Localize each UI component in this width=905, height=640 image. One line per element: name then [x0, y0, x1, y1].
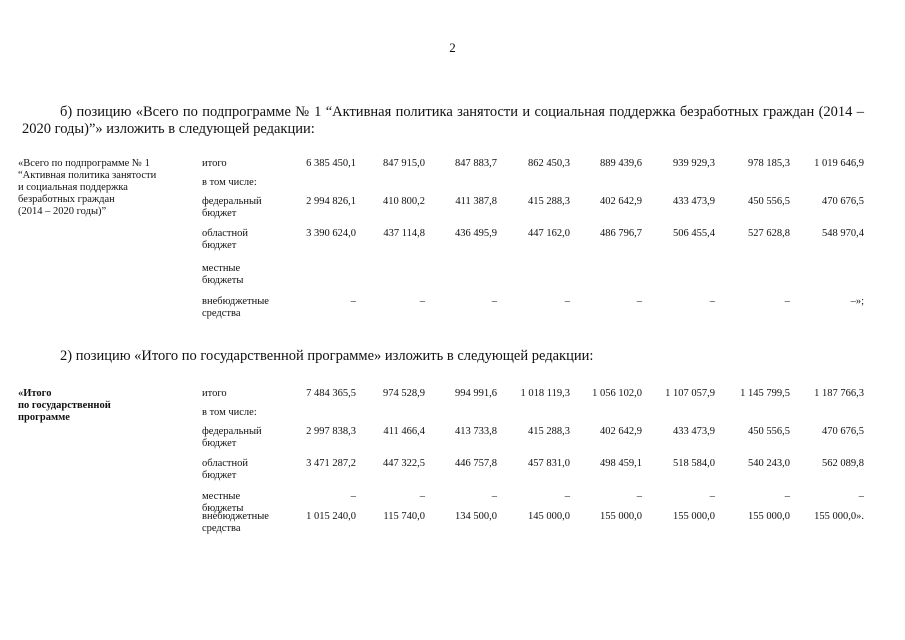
row-label [202, 228, 280, 252]
description-line: безработных граждан [18, 194, 115, 205]
table-cell: 450 556,5 [748, 426, 790, 437]
table-cell: 889 439,6 [600, 158, 642, 169]
table-cell: 433 473,9 [673, 426, 715, 437]
description-line: программе [18, 412, 70, 423]
table-cell: 1 015 240,0 [306, 511, 356, 522]
table-cell: 527 628,8 [748, 228, 790, 239]
table-cell: 498 459,1 [600, 458, 642, 469]
table-cell: 1 107 057,9 [665, 388, 715, 399]
table-cell: 1 018 119,3 [520, 388, 570, 399]
row-label [202, 263, 280, 287]
table-cell: 486 796,7 [600, 228, 642, 239]
table-cell: – [564, 491, 570, 502]
table-cell: 506 455,4 [673, 228, 715, 239]
row-label-line: бюджет [202, 240, 237, 251]
table-cell: 2 997 838,3 [306, 426, 356, 437]
table-cell: 1 056 102,0 [592, 388, 642, 399]
table-cell: 115 740,0 [383, 511, 425, 522]
row-label-line: средства [202, 308, 241, 319]
table-cell: 562 089,8 [822, 458, 864, 469]
row-label [202, 458, 280, 482]
description-line: (2014 – 2020 годы)” [18, 206, 107, 217]
row-label-line: средства [202, 523, 241, 534]
table-cell: 457 831,0 [528, 458, 570, 469]
description-line: «Итого [18, 388, 52, 399]
table-cell: 155 000,0 [600, 511, 642, 522]
table-cell: 1 145 799,5 [740, 388, 790, 399]
row-label-line: бюджет [202, 438, 237, 449]
table-cell: 402 642,9 [600, 196, 642, 207]
table-cell: 436 495,9 [455, 228, 497, 239]
table-description [18, 158, 188, 218]
table-cell: 847 915,0 [383, 158, 425, 169]
table-cell: 994 991,6 [455, 388, 497, 399]
table-cell: 3 471 287,2 [306, 458, 356, 469]
description-line: и социальная поддержка [18, 182, 128, 193]
row-label-line: в том числе: [202, 177, 257, 188]
table-cell: 415 288,3 [528, 426, 570, 437]
description-line: “Активная политика занятости [18, 170, 157, 181]
row-label [202, 388, 280, 400]
table-cell: – [784, 491, 790, 502]
table-cell: 847 883,7 [455, 158, 497, 169]
row-label-line: внебюджетные [202, 511, 269, 522]
row-label [202, 407, 280, 419]
row-label-line: итого [202, 158, 227, 169]
table-cell: 410 800,2 [383, 196, 425, 207]
table-cell: 413 733,8 [455, 426, 497, 437]
row-label [202, 177, 280, 189]
table-cell: 402 642,9 [600, 426, 642, 437]
table-cell: 437 114,8 [383, 228, 425, 239]
table-cell: – [636, 491, 642, 502]
row-label [202, 196, 280, 220]
table-cell: 411 387,8 [455, 196, 497, 207]
table-cell: 2 994 826,1 [306, 196, 356, 207]
table-cell: 155 000,0 [748, 511, 790, 522]
table-cell: 548 970,4 [822, 228, 864, 239]
table-cell: – [491, 491, 497, 502]
row-label [202, 296, 280, 320]
paragraph-b: б) позицию «Всего по подпрограмме № 1 “Активная политика занятости и социальная поддержка безработных граждан (2014 – 2020 годы)”» изложить в следующей редакции: [22, 104, 864, 137]
row-label-line: федеральный [202, 196, 262, 207]
table-cell: 470 676,5 [822, 196, 864, 207]
table-cell: 447 322,5 [383, 458, 425, 469]
row-label [202, 511, 280, 535]
paragraph-2: 2) позицию «Итого по государственной программе» изложить в следующей редакции: [60, 348, 594, 364]
row-label [202, 158, 280, 170]
table-cell: 6 385 450,1 [306, 158, 356, 169]
table-cell: 939 929,3 [673, 158, 715, 169]
table-cell: – [636, 296, 642, 307]
row-label-line: в том числе: [202, 407, 257, 418]
table-cell: 447 162,0 [528, 228, 570, 239]
table-description [18, 388, 188, 424]
table-cell: 974 528,9 [383, 388, 425, 399]
row-label-line: местные [202, 263, 241, 274]
table-cell: 518 584,0 [673, 458, 715, 469]
table-cell: 1 187 766,3 [814, 388, 864, 399]
table-cell: – [350, 296, 356, 307]
row-label-line: областной [202, 228, 248, 239]
table-cell: 1 019 646,9 [814, 158, 864, 169]
table-cell: 446 757,8 [455, 458, 497, 469]
row-label-line: местные бюджеты [202, 491, 244, 514]
table-cell: – [564, 296, 570, 307]
row-label-line: федеральный [202, 426, 262, 437]
table-cell: 134 500,0 [455, 511, 497, 522]
table-cell: – [350, 491, 356, 502]
table-cell: 155 000,0». [814, 511, 864, 522]
table-cell: 433 473,9 [673, 196, 715, 207]
table-cell: – [491, 296, 497, 307]
table-cell: – [858, 491, 864, 502]
table-cell: 540 243,0 [748, 458, 790, 469]
page-number: 2 [449, 40, 456, 55]
table-cell: – [419, 491, 425, 502]
description-line: по государственной [18, 400, 111, 411]
row-label [202, 426, 280, 450]
table-cell: 3 390 624,0 [306, 228, 356, 239]
table-cell: 978 185,3 [748, 158, 790, 169]
row-label-line: бюджет [202, 470, 237, 481]
table-cell: 155 000,0 [673, 511, 715, 522]
table-cell: – [709, 296, 715, 307]
table-cell: 7 484 365,5 [306, 388, 356, 399]
table-cell: – [709, 491, 715, 502]
table-cell: 450 556,5 [748, 196, 790, 207]
table-cell: 145 000,0 [528, 511, 570, 522]
table-cell: 470 676,5 [822, 426, 864, 437]
table-cell: – [784, 296, 790, 307]
table-cell: 415 288,3 [528, 196, 570, 207]
row-label-line: внебюджетные [202, 296, 269, 307]
row-label-line: бюджет [202, 208, 237, 219]
table-cell: 862 450,3 [528, 158, 570, 169]
description-line: «Всего по подпрограмме № 1 [18, 158, 150, 169]
table-cell: –»; [850, 296, 864, 307]
table-cell: 411 466,4 [383, 426, 425, 437]
table-cell: – [419, 296, 425, 307]
row-label-line: областной [202, 458, 248, 469]
row-label-line: итого [202, 388, 227, 399]
row-label-line: бюджеты [202, 275, 244, 286]
